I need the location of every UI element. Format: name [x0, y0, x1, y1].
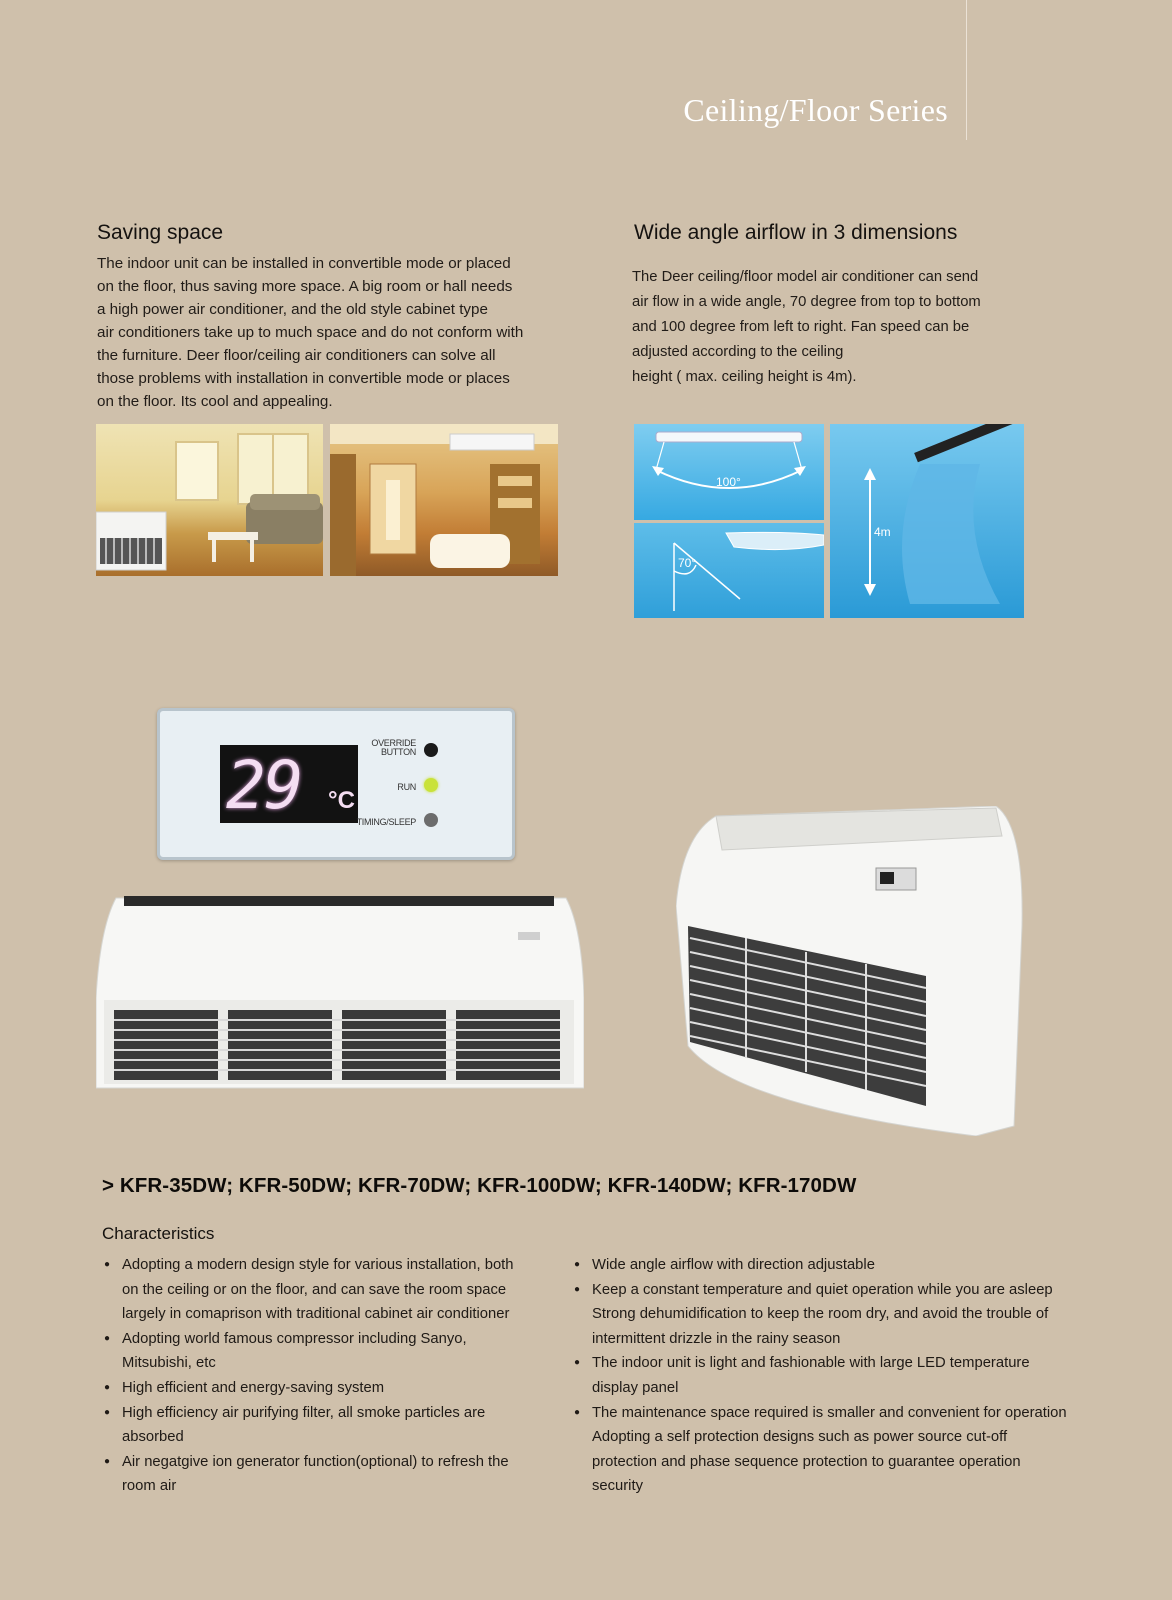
horizontal-angle-graphic: [634, 424, 824, 520]
label-line: OVERRIDE: [371, 738, 416, 748]
timing-sleep-indicator-icon: [424, 813, 438, 827]
floor-unit-illustration: [676, 806, 1024, 1136]
airflow-title: Wide angle airflow in 3 dimensions: [634, 221, 958, 244]
list-item: [572, 1351, 1112, 1400]
text-line: display panel: [592, 1379, 679, 1396]
text-line: those problems with installation in convertible mode or places: [97, 370, 510, 387]
text-line: on the floor, thus saving more space. A big room or hall needs: [97, 278, 513, 295]
text-line: height ( max. ceiling height is 4m).: [632, 369, 857, 385]
floor-unit-image: [676, 806, 1024, 1136]
list-item: [102, 1401, 552, 1450]
saving-space-text: [97, 252, 567, 413]
ceiling-room-photo: [330, 424, 558, 576]
characteristics-title: Characteristics: [102, 1224, 215, 1243]
text-line: a high power air conditioner, and the old style cabinet type: [97, 301, 488, 318]
ceiling-unit-image: [96, 888, 584, 1094]
text-line: ● Air negatgive ion generator function(optional) to refresh the: [122, 1453, 509, 1470]
vertical-airflow-diagram: [634, 523, 824, 618]
text-line: room air: [122, 1478, 177, 1495]
text-line: ● High efficient and energy-saving system: [122, 1379, 385, 1396]
list-item: [102, 1376, 552, 1401]
saving-space-title: Saving space: [97, 221, 224, 244]
ceiling-height-diagram: [830, 424, 1024, 618]
ceiling-unit-illustration: [96, 888, 584, 1094]
airflow-text: [632, 265, 1024, 390]
height-label: 4m: [874, 525, 891, 539]
text-line: The Deer ceiling/floor model air conditioner can send: [632, 269, 979, 285]
override-button-label: [356, 739, 416, 757]
list-item: [102, 1327, 552, 1376]
list-item: [102, 1253, 552, 1327]
characteristics-left-list: [102, 1253, 552, 1499]
timing-sleep-label: TIMING/SLEEP: [356, 817, 416, 827]
list-item: [572, 1401, 1112, 1499]
run-indicator-icon: [424, 778, 438, 792]
list-item: [572, 1278, 1112, 1352]
ceiling-height-graphic: [830, 424, 1024, 618]
text-line: on the floor. Its cool and appealing.: [97, 393, 333, 410]
model-list-heading: > KFR-35DW; KFR-50DW; KFR-70DW; KFR-100DW; KFR-140DW; KFR-170DW: [102, 1174, 857, 1197]
list-item: [102, 1450, 552, 1499]
text-line: on the ceiling or on the floor, and can save the room space: [122, 1281, 507, 1298]
run-label: RUN: [397, 782, 416, 792]
text-line: largely in comaprison with traditional cabinet air conditioner: [122, 1306, 510, 1323]
text-line: ● The indoor unit is light and fashionable with large LED temperature: [592, 1355, 1030, 1372]
vertical-angle-label: 70°: [678, 556, 697, 570]
temperature-display: [220, 745, 358, 823]
header-divider-line: [966, 0, 967, 140]
text-line: ● High efficiency air purifying filter, all smoke particles are: [122, 1404, 486, 1421]
vertical-angle-graphic: [634, 523, 824, 618]
page-title: Ceiling/Floor Series: [683, 92, 948, 128]
text-line: ● Keep a constant temperature and quiet operation while you are asleep: [592, 1281, 1053, 1298]
text-line: ● The maintenance space required is smaller and convenient for operation: [592, 1404, 1067, 1421]
text-line: ● Adopting world famous compressor including Sanyo,: [122, 1330, 467, 1347]
text-line: adjusted according to the ceiling: [632, 344, 844, 360]
characteristics-right-list: [572, 1253, 1112, 1499]
text-line: intermittent drizzle in the rainy season: [592, 1330, 841, 1347]
list-item: [572, 1253, 1112, 1278]
text-line: air flow in a wide angle, 70 degree from top to bottom: [632, 294, 981, 310]
led-control-panel: [157, 708, 515, 860]
text-line: absorbed: [122, 1429, 184, 1446]
text-line: ● Wide angle airflow with direction adjustable: [592, 1257, 875, 1273]
ceiling-room-illustration: [330, 424, 558, 576]
text-line: ● Adopting a modern design style for various installation, both: [122, 1257, 514, 1273]
text-line: Adopting a self protection designs such as power source cut-off: [592, 1429, 1008, 1446]
override-button[interactable]: [424, 743, 438, 757]
living-room-illustration: [96, 424, 323, 576]
label-line: BUTTON: [380, 747, 416, 757]
horizontal-angle-label: 100°: [716, 475, 741, 489]
text-line: The indoor unit can be installed in convertible mode or placed: [97, 255, 511, 272]
temperature-value: 29: [226, 747, 302, 824]
text-line: protection and phase sequence protection to guarantee operation: [592, 1453, 1021, 1470]
text-line: air conditioners take up to much space and do not conform with: [97, 324, 524, 341]
horizontal-airflow-diagram: [634, 424, 824, 520]
text-line: security: [592, 1478, 643, 1495]
text-line: Strong dehumidification to keep the room dry, and avoid the trouble of: [592, 1306, 1049, 1323]
text-line: the furniture. Deer floor/ceiling air conditioners can solve all: [97, 347, 496, 364]
temperature-unit: °C: [328, 787, 355, 814]
living-room-photo: [96, 424, 323, 576]
text-line: and 100 degree from left to right. Fan speed can be: [632, 319, 970, 335]
text-line: Mitsubishi, etc: [122, 1355, 216, 1372]
